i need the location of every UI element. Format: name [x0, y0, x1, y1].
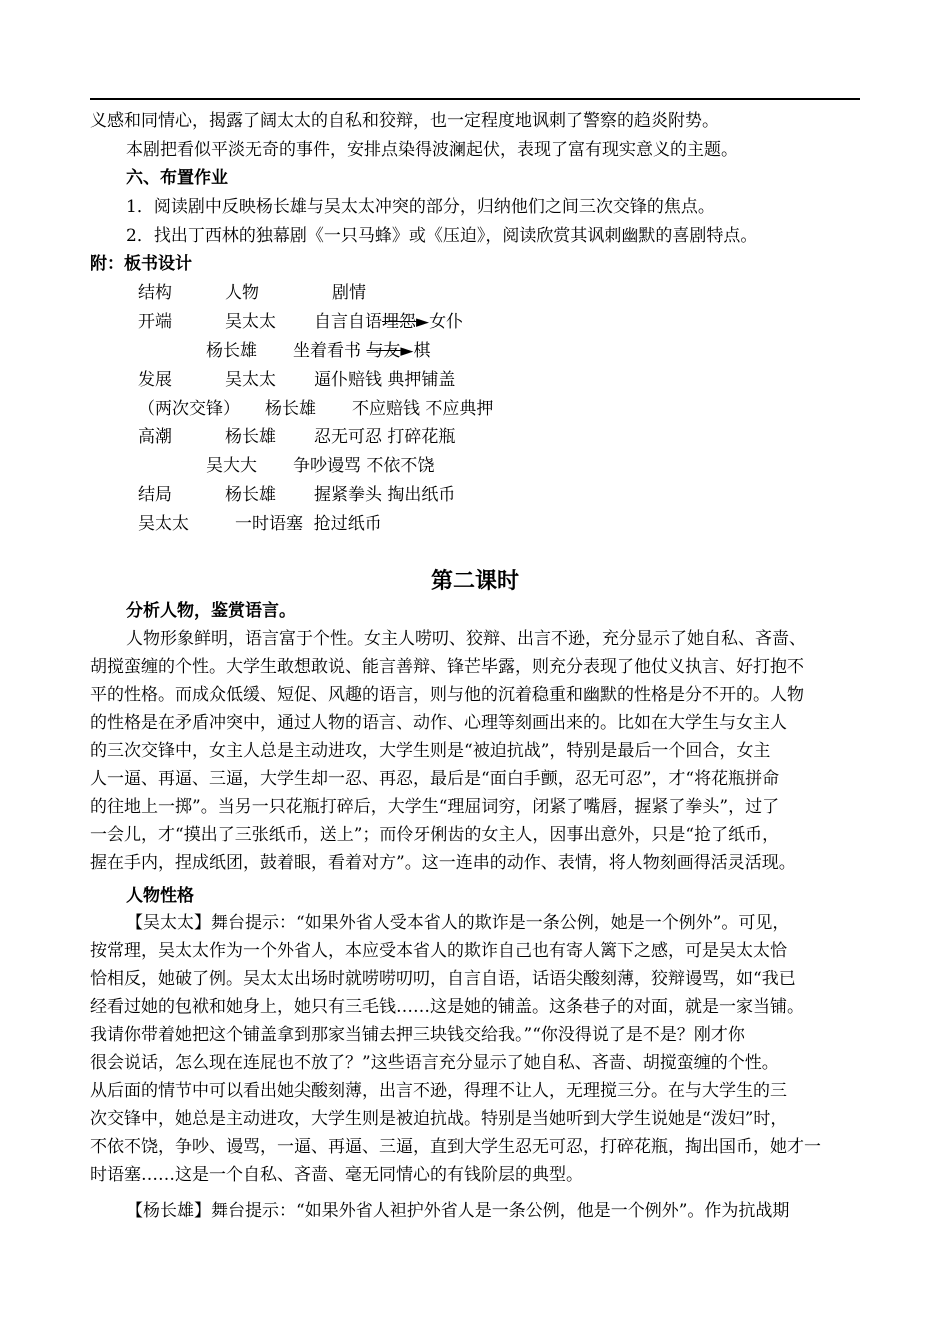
board-plot: 逼仆赔钱 典押铺盖 — [314, 370, 456, 390]
paragraph-line: 我请你带着她把这个铺盖拿到那家当铺去押三块钱交给我。”“你没得说了是不是？刚才你 — [90, 1025, 745, 1045]
board-character: 吴太太 — [225, 312, 276, 332]
paragraph-line: 人一逼、再逼、三逼，大学生却一忍、再忍，最后是“面白手颤，忍无可忍”，才“将花瓶拼命 — [90, 769, 780, 789]
paragraph-line: 很会说话，怎么现在连屁也不放了？”这些语言充分显示了她自私、吝啬、胡搅蛮缠的个性。 — [90, 1053, 779, 1073]
board-header-structure: 结构 — [138, 283, 172, 303]
arrow-icon: ► — [416, 312, 430, 332]
paragraph-line: 【吴太太】舞台提示：“如果外省人受本省人的欺诈是一条公例，她是一个例外”。可见， — [126, 913, 790, 933]
board-character: 杨长雄 — [225, 427, 276, 447]
paragraph-line: 时语塞……这是一个自私、吝啬、毫无同情心的有钱阶层的典型。 — [90, 1165, 583, 1185]
homework-item: 1．阅读剧中反映杨长雄与吴太太冲突的部分，归纳他们之间三次交锋的焦点。 — [126, 197, 715, 217]
board-character: 杨长雄 — [206, 341, 257, 361]
paragraph-line: 平的性格。而成众低缓、短促、风趣的语言，则与他的沉着稳重和幽默的性格是分不开的。人物 — [90, 685, 804, 705]
board-character: 吴大大 — [206, 456, 257, 476]
paragraph-line: 次交锋中，她总是主动进攻，大学生则是被迫抗战。特别是当她听到大学生说她是“泼妇”时， — [90, 1109, 788, 1129]
paragraph-line: 人物形象鲜明，语言富于个性。女主人唠叨、狡辩、出言不逊，充分显示了她自私、吝啬、 — [126, 629, 806, 649]
board-plot: 握紧拳头 掏出纸币 — [314, 485, 456, 505]
character-heading: 人物性格 — [126, 886, 194, 906]
paragraph-line: 【杨长雄】舞台提示：“如果外省人袒护外省人是一条公例，他是一个例外”。作为抗战期 — [126, 1201, 790, 1221]
board-plot — [293, 340, 430, 362]
board-header-character: 人物 — [225, 283, 259, 303]
board-structure: 高潮 — [138, 427, 172, 447]
board-structure: （两次交锋） — [138, 399, 240, 419]
board-plot: 不应赔钱 不应典押 — [352, 399, 494, 419]
paragraph-line: 义感和同情心，揭露了阔太太的自私和狡辩，也一定程度地讽刺了警察的趋炎附势。 — [90, 111, 719, 131]
paragraph-line: 恰相反，她破了例。吴太太出场时就唠唠叨叨，自言自语，话语尖酸刻薄，狡辩谩骂，如“我已 — [90, 969, 796, 989]
board-character: 杨长雄 — [265, 399, 316, 419]
paragraph-line: 经看过她的包袱和她身上，她只有三毛钱……这是她的铺盖。这条巷子的对面，就是一家当铺。 — [90, 997, 804, 1017]
lesson-subtitle: 分析人物，鉴赏语言。 — [126, 601, 296, 621]
board-plot-struck: 埋怨 — [382, 312, 416, 332]
arrow-icon: ► — [400, 341, 414, 361]
board-character: 杨长雄 — [225, 485, 276, 505]
board-plot — [314, 311, 463, 333]
paragraph-line: 胡搅蛮缠的个性。大学生敢想敢说、能言善辩、锋芒毕露，则充分表现了他仗义执言、好打抱不 — [90, 657, 804, 677]
appendix-heading: 附：板书设计 — [90, 254, 192, 274]
board-plot: 一时语塞 抢过纸币 — [235, 514, 382, 534]
board-plot-part: 自言自语 — [314, 312, 382, 332]
board-plot-struck: 与友 — [366, 341, 401, 361]
board-character: 吴太太 — [225, 370, 276, 390]
board-plot-part: 女仆 — [429, 312, 464, 332]
board-plot-part: 棋 — [413, 341, 431, 361]
paragraph-line: 按常理，吴太太作为一个外省人，本应受本省人的欺诈自己也有寄人篱下之感，可是吴太太恰 — [90, 941, 787, 961]
paragraph-line: 不依不饶，争吵、谩骂，一逼、再逼、三逼，直到大学生忍无可忍，打碎花瓶，掏出国币，她才一 — [90, 1137, 821, 1157]
lesson-title: 第二课时 — [430, 568, 519, 594]
board-structure: 发展 — [138, 370, 172, 390]
paragraph-line: 的性格是在矛盾冲突中，通过人物的语言、动作、心理等刻画出来的。比如在大学生与女主人 — [90, 713, 787, 733]
section-heading: 六、布置作业 — [126, 168, 228, 188]
paragraph-line: 握在手内，捏成纸团，鼓着眼，看着对方”。这一连串的动作、表情，将人物刻画得活灵活现。 — [90, 853, 796, 873]
board-plot: 忍无可忍 打碎花瓶 — [314, 427, 456, 447]
paragraph-line: 的三次交锋中，女主人总是主动进攻，大学生则是“被迫抗战”，特别是最后一个回合，女主 — [90, 741, 771, 761]
homework-item: 2．找出丁西林的独幕剧《一只马蜂》或《压迫》，阅读欣赏其讽刺幽默的喜剧特点。 — [126, 226, 758, 246]
paragraph-line: 从后面的情节中可以看出她尖酸刻薄，出言不逊，得理不让人，无理搅三分。在与大学生的三 — [90, 1081, 787, 1101]
paragraph-line: 本剧把看似平淡无奇的事件，安排点染得波澜起伏，表现了富有现实意义的主题。 — [126, 140, 738, 160]
board-plot: 争吵谩骂 不依不饶 — [293, 456, 435, 476]
paragraph-line: 一会儿，才“摸出了三张纸币，送上”；而伶牙俐齿的女主人，因事出意外，只是“抢了纸币， — [90, 825, 780, 845]
board-structure: 开端 — [138, 312, 172, 332]
paragraph-line: 的往地上一掷”。当另一只花瓶打碎后，大学生“理屈词穷，闭紧了嘴唇，握紧了拳头”，过了 — [90, 797, 780, 817]
header-rule — [90, 98, 860, 100]
board-header-plot: 剧情 — [332, 283, 366, 303]
board-character: 吴太太 — [138, 514, 189, 534]
board-structure: 结局 — [138, 485, 172, 505]
board-plot-part: 坐着看书 — [293, 341, 361, 361]
